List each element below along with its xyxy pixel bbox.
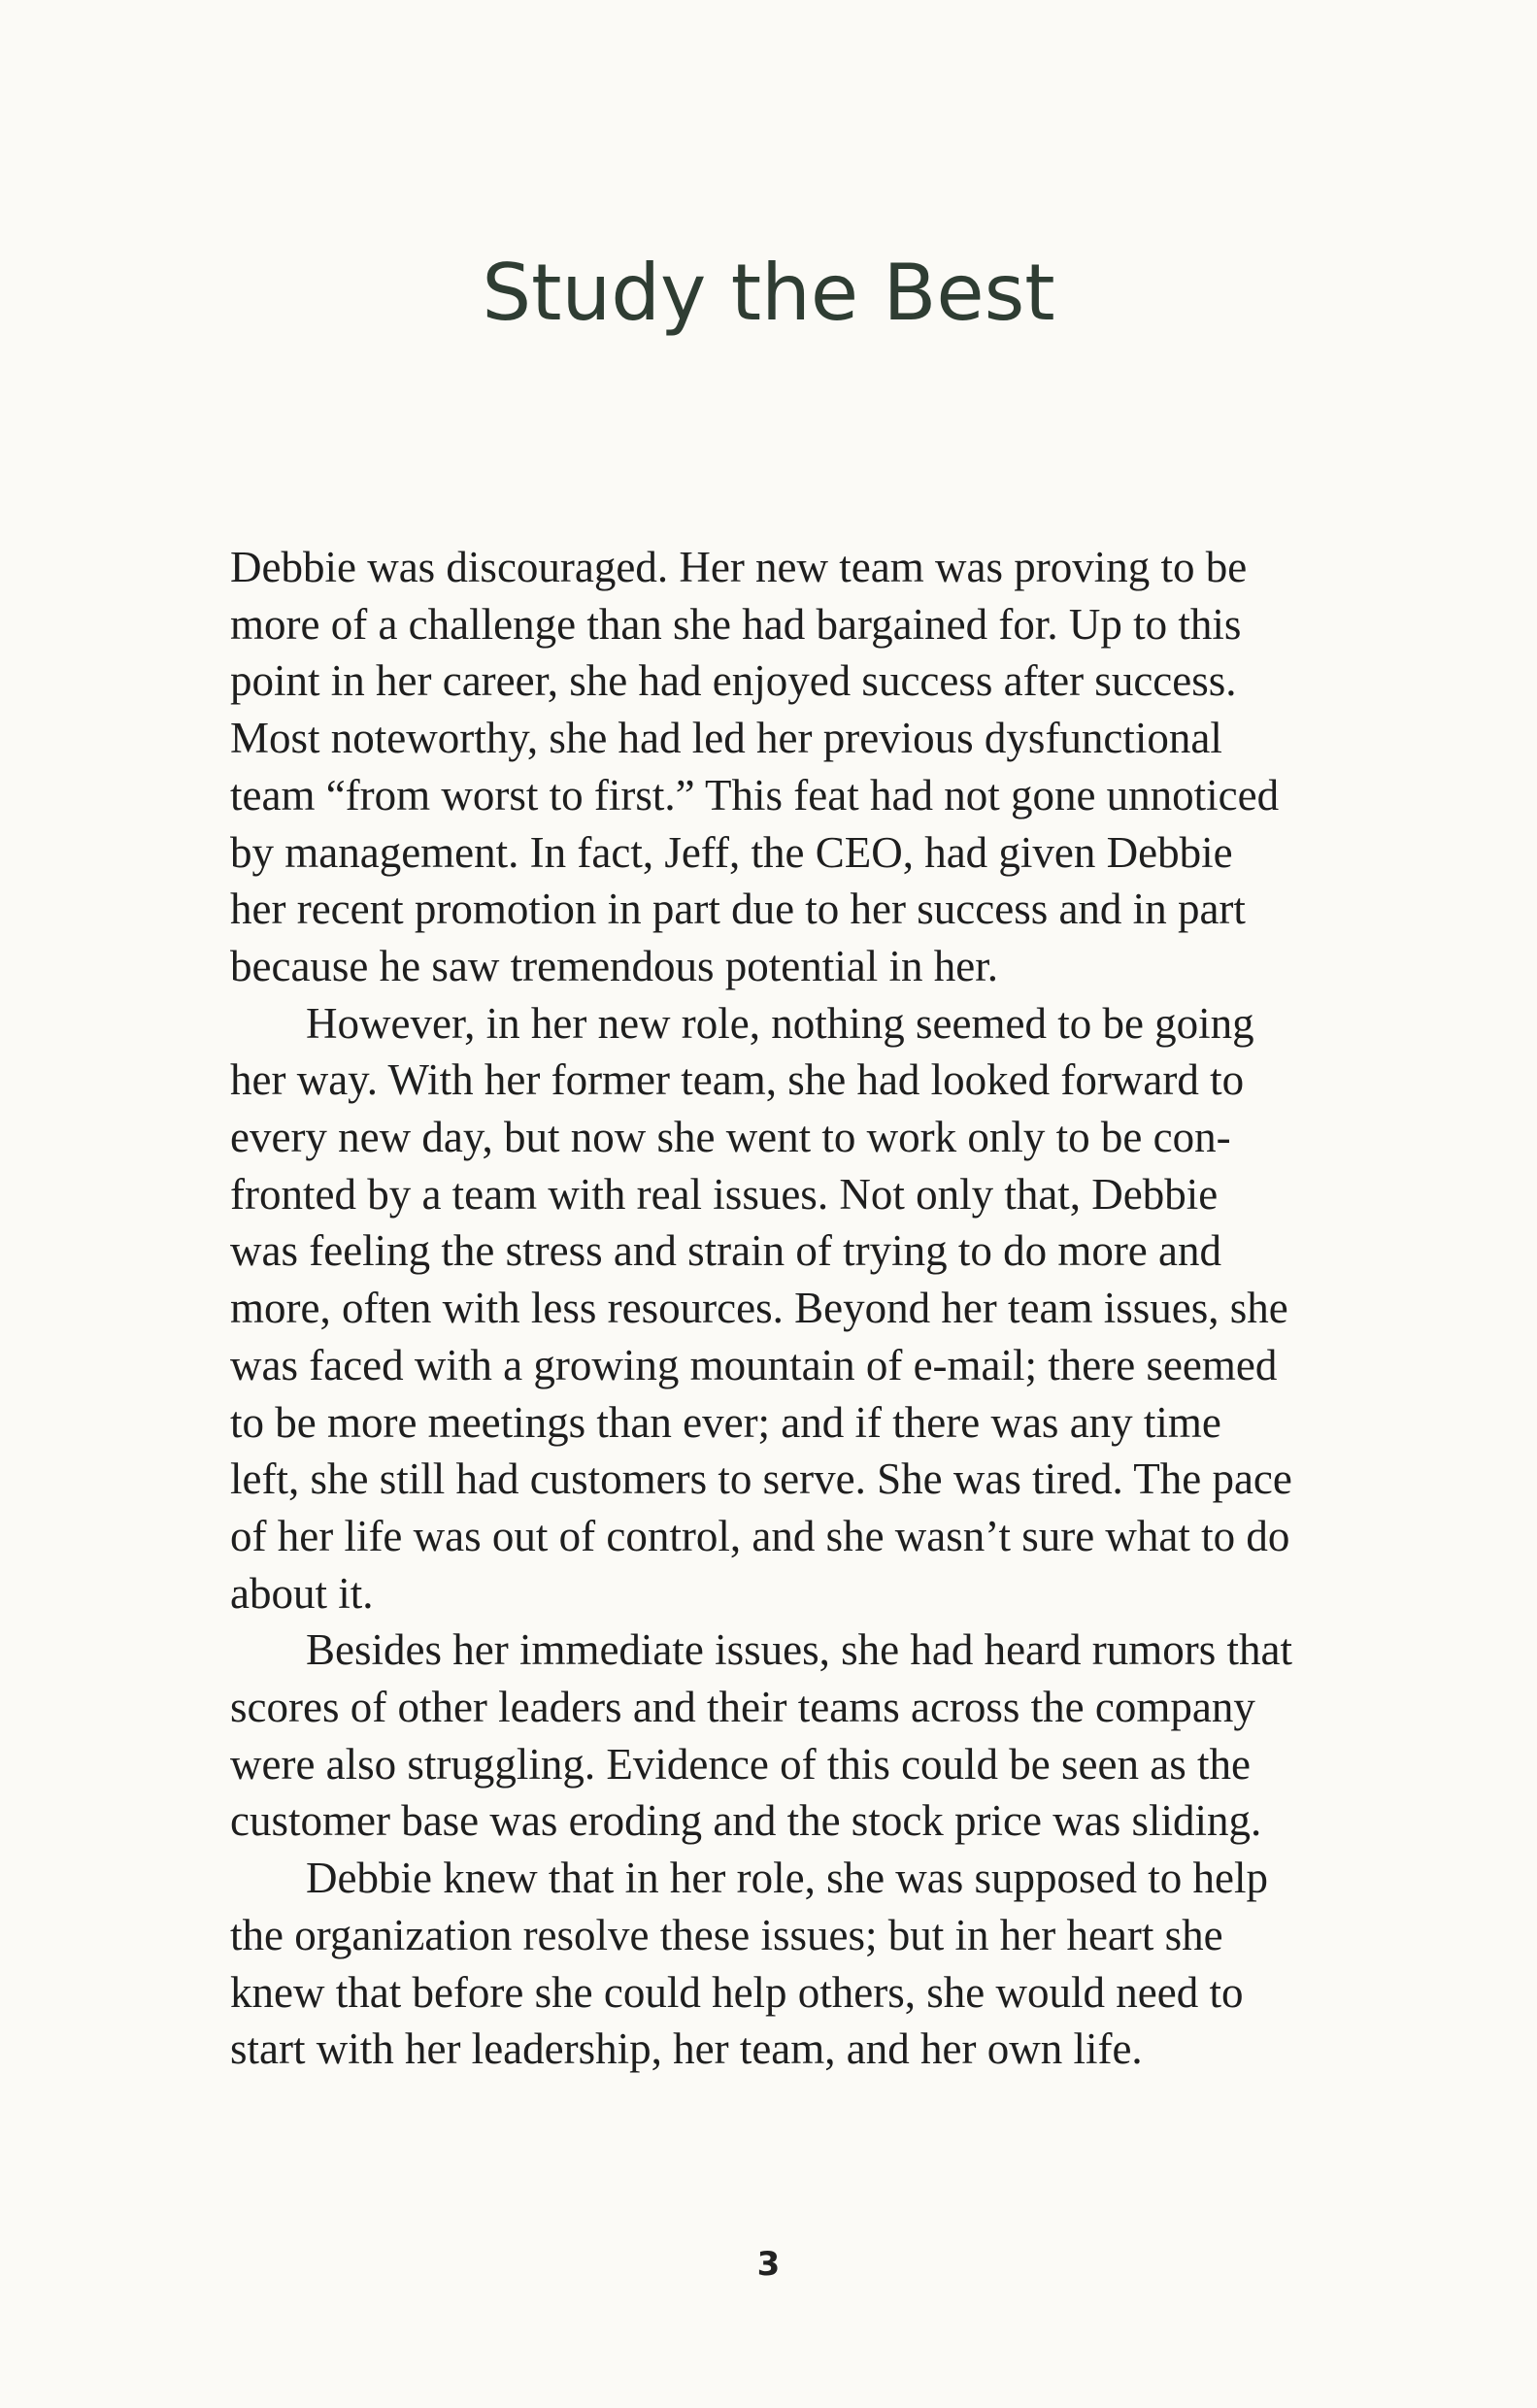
- text-line: of her life was out of control, and she wasn’t sure what to do: [230, 1511, 1290, 1560]
- body-text: [230, 539, 1366, 2078]
- paragraph: [230, 995, 1366, 1622]
- text-line: to be more meetings than ever; and if there was any time: [230, 1397, 1221, 1447]
- paragraph: [230, 1850, 1366, 2078]
- text-line: However, in her new role, nothing seemed to be going: [306, 998, 1254, 1048]
- text-line: because he saw tremendous potential in her.: [230, 941, 998, 990]
- text-line: customer base was eroding and the stock price was sliding.: [230, 1796, 1262, 1846]
- text-line: about it.: [230, 1568, 374, 1618]
- text-line: more, often with less resources. Beyond her team issues, she: [230, 1284, 1288, 1333]
- text-line: start with her leadership, her team, and her own life.: [230, 2024, 1143, 2074]
- text-line: was faced with a growing mountain of e-mail; there seemed: [230, 1340, 1278, 1389]
- text-line: by management. In fact, Jeff, the CEO, had given Debbie: [230, 827, 1233, 877]
- text-line: knew that before she could help others, she would need to: [230, 1967, 1244, 2017]
- text-line: more of a challenge than she had bargained for. Up to this: [230, 599, 1242, 649]
- paragraph: [230, 539, 1366, 995]
- text-line: point in her career, she had enjoyed success after success.: [230, 656, 1237, 706]
- text-line: her way. With her former team, she had looked forward to: [230, 1055, 1245, 1105]
- text-line: was feeling the stress and strain of trying to do more and: [230, 1226, 1222, 1276]
- text-line: left, she still had customers to serve. She was tired. The pace: [230, 1455, 1292, 1504]
- text-line: her recent promotion in part due to her success and in part: [230, 885, 1246, 934]
- text-line: the organization resolve these issues; but in her heart she: [230, 1910, 1223, 1959]
- text-line: every new day, but now she went to work only to be con-: [230, 1113, 1231, 1162]
- paragraph: [230, 1622, 1366, 1850]
- text-line: Debbie knew that in her role, she was supposed to help: [306, 1854, 1269, 1903]
- text-line: scores of other leaders and their teams across the company: [230, 1683, 1255, 1732]
- chapter-title: Study the Best: [482, 248, 1055, 338]
- page-number: 3: [756, 2245, 781, 2284]
- text-line: Debbie was discouraged. Her new team was proving to be: [230, 543, 1248, 591]
- text-line: Besides her immediate issues, she had heard rumors that: [306, 1625, 1292, 1675]
- text-line: Most noteworthy, she had led her previous dysfunctional: [230, 714, 1222, 763]
- text-line: team “from worst to first.” This feat had not gone unnoticed: [230, 770, 1280, 819]
- text-line: fronted by a team with real issues. Not only that, Debbie: [230, 1169, 1219, 1219]
- text-line: were also struggling. Evidence of this could be seen as the: [230, 1739, 1251, 1789]
